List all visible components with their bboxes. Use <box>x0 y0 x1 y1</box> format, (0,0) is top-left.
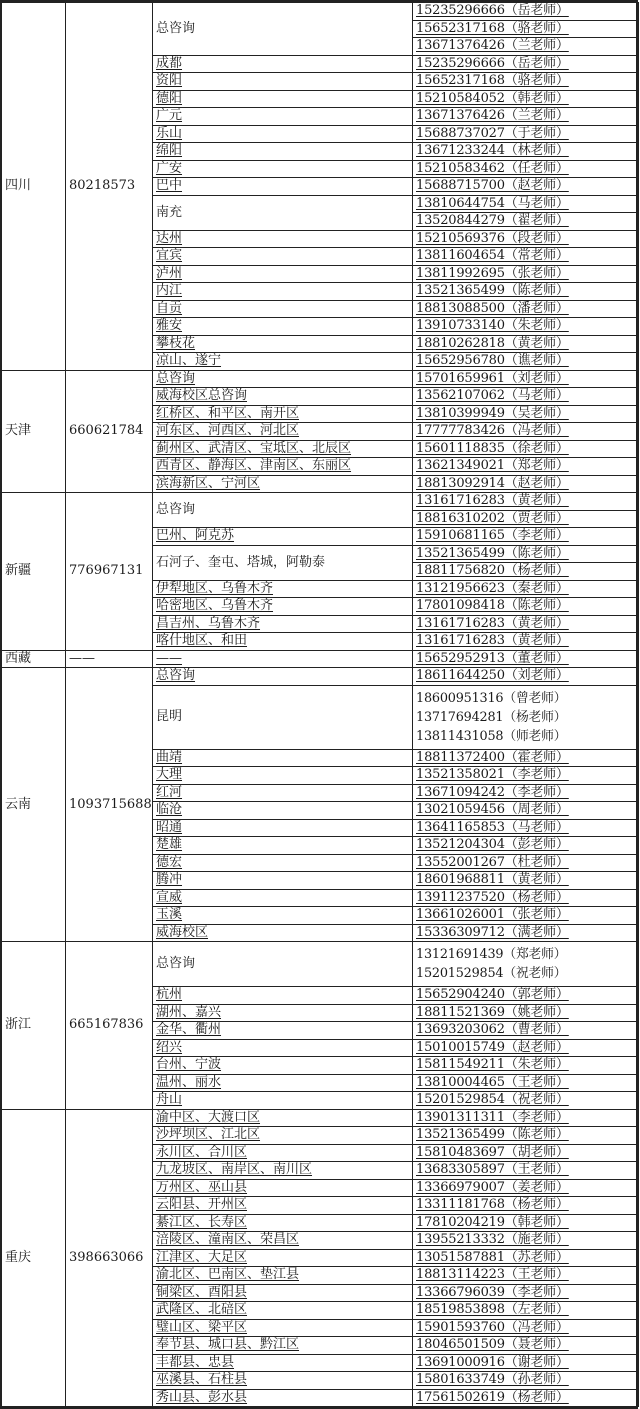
contact-phone: 18600951316（曾老师） <box>416 690 567 706</box>
province-cell: 四川 <box>2 3 66 371</box>
contact-cell: 15811549211（朱老师） <box>413 1057 639 1075</box>
area-cell: 丰都县、忠县 <box>153 1354 413 1372</box>
table-row <box>2 493 639 511</box>
contact-cell: 13671233244（林老师） <box>413 143 639 161</box>
area-cell: 凉山、遂宁 <box>153 353 413 371</box>
contact-cell: 17777783426（冯老师） <box>413 423 639 441</box>
contact-cell: 18811372400（霍老师） <box>413 749 639 767</box>
contact-cell: 15210584052（韩老师） <box>413 90 639 108</box>
area-cell: 德阳 <box>153 90 413 108</box>
province-cell: 新疆 <box>2 493 66 651</box>
contact-phone: 13811431058（师老师） <box>416 728 567 744</box>
contact-table <box>1 2 639 1407</box>
table-row <box>2 370 639 388</box>
area-cell: 江津区、大足区 <box>153 1249 413 1267</box>
contact-cell: 13161716283（黄老师） <box>413 633 639 651</box>
contact-cell: 15601118835（徐老师） <box>413 440 639 458</box>
area-cell: 宜宾 <box>153 248 413 266</box>
contact-cell: 18810262818（黄老师） <box>413 335 639 353</box>
contact-cell: 13161716283（黄老师） <box>413 493 639 511</box>
contact-cell: 15901593760（冯老师） <box>413 1319 639 1337</box>
area-cell: 攀枝花 <box>153 335 413 353</box>
contact-cell: 15801633749（孙老师） <box>413 1372 639 1390</box>
contact-cell: 15652952913（董老师） <box>413 650 639 668</box>
province-cell: 重庆 <box>2 1109 66 1407</box>
contact-cell: 13121956623（秦老师） <box>413 580 639 598</box>
contact-cell: 13366979007（姜老师） <box>413 1179 639 1197</box>
area-cell: 总咨询 <box>153 370 413 388</box>
area-cell: 喀什地区、和田 <box>153 633 413 651</box>
contact-cell: 13671094242（李老师） <box>413 784 639 802</box>
area-cell: —— <box>153 650 413 668</box>
qq-group-cell: —— <box>66 650 153 668</box>
area-cell: 铜梁区、酉阳县 <box>153 1284 413 1302</box>
province-cell: 云南 <box>2 668 66 942</box>
contact-cell <box>413 942 639 987</box>
table-row <box>2 1109 639 1127</box>
contact-cell: 17810204219（韩老师） <box>413 1214 639 1232</box>
area-cell: 秀山县、彭水县 <box>153 1389 413 1407</box>
contact-cell: 13521365499（陈老师） <box>413 283 639 301</box>
table-row <box>2 668 639 686</box>
contact-cell: 13521365499（陈老师） <box>413 1127 639 1145</box>
contact-cell: 13161716283（黄老师） <box>413 615 639 633</box>
area-cell: 永川区、合川区 <box>153 1144 413 1162</box>
area-cell: 杭州 <box>153 987 413 1005</box>
area-cell: 临沧 <box>153 802 413 820</box>
area-cell: 渝中区、大渡口区 <box>153 1109 413 1127</box>
area-cell: 湖州、嘉兴 <box>153 1004 413 1022</box>
area-cell: 万州区、巫山县 <box>153 1179 413 1197</box>
contact-table-body <box>2 3 639 1407</box>
table-row <box>2 3 639 21</box>
area-cell: 绍兴 <box>153 1039 413 1057</box>
contact-cell: 18813088500（潘老师） <box>413 300 639 318</box>
qq-group-cell: 660621784 <box>66 370 153 493</box>
area-cell: 德宏 <box>153 854 413 872</box>
contact-phone: 13121691439（郑老师） <box>416 947 567 962</box>
contact-cell: 13901311311（李老师） <box>413 1109 639 1127</box>
contact-cell: 13693203062（曹老师） <box>413 1022 639 1040</box>
qq-group-cell: 80218573 <box>66 3 153 371</box>
contact-cell: 13911237520（杨老师） <box>413 889 639 907</box>
area-cell: 红河 <box>153 784 413 802</box>
contact-cell: 13691000916（谢老师） <box>413 1354 639 1372</box>
qq-group-cell: 665167836 <box>66 942 153 1110</box>
area-cell: 总咨询 <box>153 668 413 686</box>
area-cell: 大理 <box>153 767 413 785</box>
area-cell: 红桥区、和平区、南开区 <box>153 405 413 423</box>
contact-cell: 15652956780（谯老师） <box>413 353 639 371</box>
contact-cell: 15336309712（满老师） <box>413 924 639 942</box>
contact-cell: 15910681165（李老师） <box>413 528 639 546</box>
area-cell: 武隆区、北碚区 <box>153 1302 413 1320</box>
contact-cell: 15701659961（刘老师） <box>413 370 639 388</box>
contact-cell: 13910733140（朱老师） <box>413 318 639 336</box>
contact-cell: 13810399949（吴老师） <box>413 405 639 423</box>
area-cell: 沙坪坝区、江北区 <box>153 1127 413 1145</box>
area-cell: 资阳 <box>153 73 413 91</box>
contact-cell: 13520844279（翟老师） <box>413 213 639 231</box>
contact-cell: 13641165853（马老师） <box>413 819 639 837</box>
area-cell: 巴中 <box>153 178 413 196</box>
area-cell: 威海校区总咨询 <box>153 388 413 406</box>
contact-cell: 15810483697（胡老师） <box>413 1144 639 1162</box>
area-cell: 伊犁地区、乌鲁木齐 <box>153 580 413 598</box>
area-cell: 腾冲 <box>153 872 413 890</box>
contact-cell: 13521358021（李老师） <box>413 767 639 785</box>
area-cell: 昆明 <box>153 685 413 749</box>
area-cell: 哈密地区、乌鲁木齐 <box>153 598 413 616</box>
contact-cell: 13811604654（常老师） <box>413 248 639 266</box>
province-cell: 西藏 <box>2 650 66 668</box>
contact-cell: 15652317168（骆老师） <box>413 20 639 38</box>
area-cell: 石河子、奎屯、塔城，阿勒泰 <box>153 545 413 580</box>
area-cell: 巴州、阿克苏 <box>153 528 413 546</box>
contact-cell: 15688715700（赵老师） <box>413 178 639 196</box>
contact-phone: 13717694281（杨老师） <box>416 709 567 725</box>
area-cell: 楚雄 <box>153 837 413 855</box>
area-cell: 璧山区、梁平区 <box>153 1319 413 1337</box>
contact-cell: 18601968811（黄老师） <box>413 872 639 890</box>
contact-cell: 13562107062（马老师） <box>413 388 639 406</box>
area-cell: 金华、衢州 <box>153 1022 413 1040</box>
contact-cell: 18811756820（杨老师） <box>413 563 639 581</box>
contact-cell: 13021059456（周老师） <box>413 802 639 820</box>
area-cell: 南充 <box>153 195 413 230</box>
area-cell: 雅安 <box>153 318 413 336</box>
area-cell: 广安 <box>153 160 413 178</box>
contact-cell: 15235296666（岳老师） <box>413 55 639 73</box>
area-cell: 河东区、河西区、河北区 <box>153 423 413 441</box>
contact-cell: 13810004465（王老师） <box>413 1074 639 1092</box>
area-cell: 总咨询 <box>153 493 413 528</box>
area-cell: 温州、丽水 <box>153 1074 413 1092</box>
area-cell: 乐山 <box>153 125 413 143</box>
area-cell: 广元 <box>153 108 413 126</box>
contact-cell <box>413 685 639 749</box>
area-cell: 綦江区、长寿区 <box>153 1214 413 1232</box>
contact-cell: 15201529854（祝老师） <box>413 1092 639 1110</box>
contact-cell: 15010015749（赵老师） <box>413 1039 639 1057</box>
contact-cell: 15235296666（岳老师） <box>413 3 639 21</box>
area-cell: 达州 <box>153 230 413 248</box>
contact-cell: 13311181768（杨老师） <box>413 1197 639 1215</box>
province-cell: 浙江 <box>2 942 66 1110</box>
area-cell: 奉节县、城口县、黔江区 <box>153 1337 413 1355</box>
area-cell: 玉溪 <box>153 907 413 925</box>
area-cell: 自贡 <box>153 300 413 318</box>
contact-cell: 18611644250（刘老师） <box>413 668 639 686</box>
contact-phone: 15201529854（祝老师） <box>416 966 567 981</box>
province-cell: 天津 <box>2 370 66 493</box>
area-cell: 西青区、静海区、津南区、东丽区 <box>153 458 413 476</box>
table-row <box>2 942 639 987</box>
contact-cell: 18811521369（姚老师） <box>413 1004 639 1022</box>
area-cell: 曲靖 <box>153 749 413 767</box>
area-cell: 总咨询 <box>153 3 413 56</box>
area-cell: 威海校区 <box>153 924 413 942</box>
area-cell: 成都 <box>153 55 413 73</box>
qq-group-cell: 776967131 <box>66 493 153 651</box>
contact-cell: 13661026001（张老师） <box>413 907 639 925</box>
contact-cell: 13051587881（苏老师） <box>413 1249 639 1267</box>
contact-cell: 13521365499（陈老师） <box>413 545 639 563</box>
contact-cell: 18046501509（聂老师） <box>413 1337 639 1355</box>
area-cell: 绵阳 <box>153 143 413 161</box>
contact-cell: 13955213332（施老师） <box>413 1232 639 1250</box>
area-cell: 滨海新区、宁河区 <box>153 475 413 493</box>
contact-cell: 13683305897（王老师） <box>413 1162 639 1180</box>
contact-cell: 15210583462（任老师） <box>413 160 639 178</box>
area-cell: 巫溪县、石柱县 <box>153 1372 413 1390</box>
contact-cell: 15688737027（于老师） <box>413 125 639 143</box>
contact-cell: 13671376426（兰老师） <box>413 108 639 126</box>
contact-cell: 18813092914（赵老师） <box>413 475 639 493</box>
contact-cell: 18813114223（王老师） <box>413 1267 639 1285</box>
area-cell: 九龙坡区、南岸区、南川区 <box>153 1162 413 1180</box>
contact-cell: 18816310202（贾老师） <box>413 510 639 528</box>
contact-cell: 13552001267（杜老师） <box>413 854 639 872</box>
contact-cell: 13621349021（郑老师） <box>413 458 639 476</box>
contact-cell: 13521204304（彭老师） <box>413 837 639 855</box>
contact-cell: 13671376426（兰老师） <box>413 38 639 56</box>
contact-cell: 15652317168（骆老师） <box>413 73 639 91</box>
area-cell: 昌吉州、乌鲁木齐 <box>153 615 413 633</box>
area-cell: 台州、宁波 <box>153 1057 413 1075</box>
contact-cell: 13811992695（张老师） <box>413 265 639 283</box>
qq-group-cell: 1093715688 <box>66 668 153 942</box>
area-cell: 云阳县、开州区 <box>153 1197 413 1215</box>
area-cell: 昭通 <box>153 819 413 837</box>
area-cell: 涪陵区、潼南区、荣昌区 <box>153 1232 413 1250</box>
area-cell: 宣威 <box>153 889 413 907</box>
area-cell: 蓟州区、武清区、宝坻区、北辰区 <box>153 440 413 458</box>
contact-cell: 13810644754（马老师） <box>413 195 639 213</box>
qq-group-cell: 398663066 <box>66 1109 153 1407</box>
contact-cell: 17801098418（陈老师） <box>413 598 639 616</box>
contact-cell: 18519853898（左老师） <box>413 1302 639 1320</box>
contact-cell: 15652904240（郭老师） <box>413 987 639 1005</box>
table-row <box>2 650 639 668</box>
contact-cell: 13366796039（李老师） <box>413 1284 639 1302</box>
contact-cell: 15210569376（段老师） <box>413 230 639 248</box>
area-cell: 内江 <box>153 283 413 301</box>
contact-cell: 17561502619（杨老师） <box>413 1389 639 1407</box>
area-cell: 舟山 <box>153 1092 413 1110</box>
area-cell: 总咨询 <box>153 942 413 987</box>
area-cell: 泸州 <box>153 265 413 283</box>
area-cell: 渝北区、巴南区、垫江县 <box>153 1267 413 1285</box>
